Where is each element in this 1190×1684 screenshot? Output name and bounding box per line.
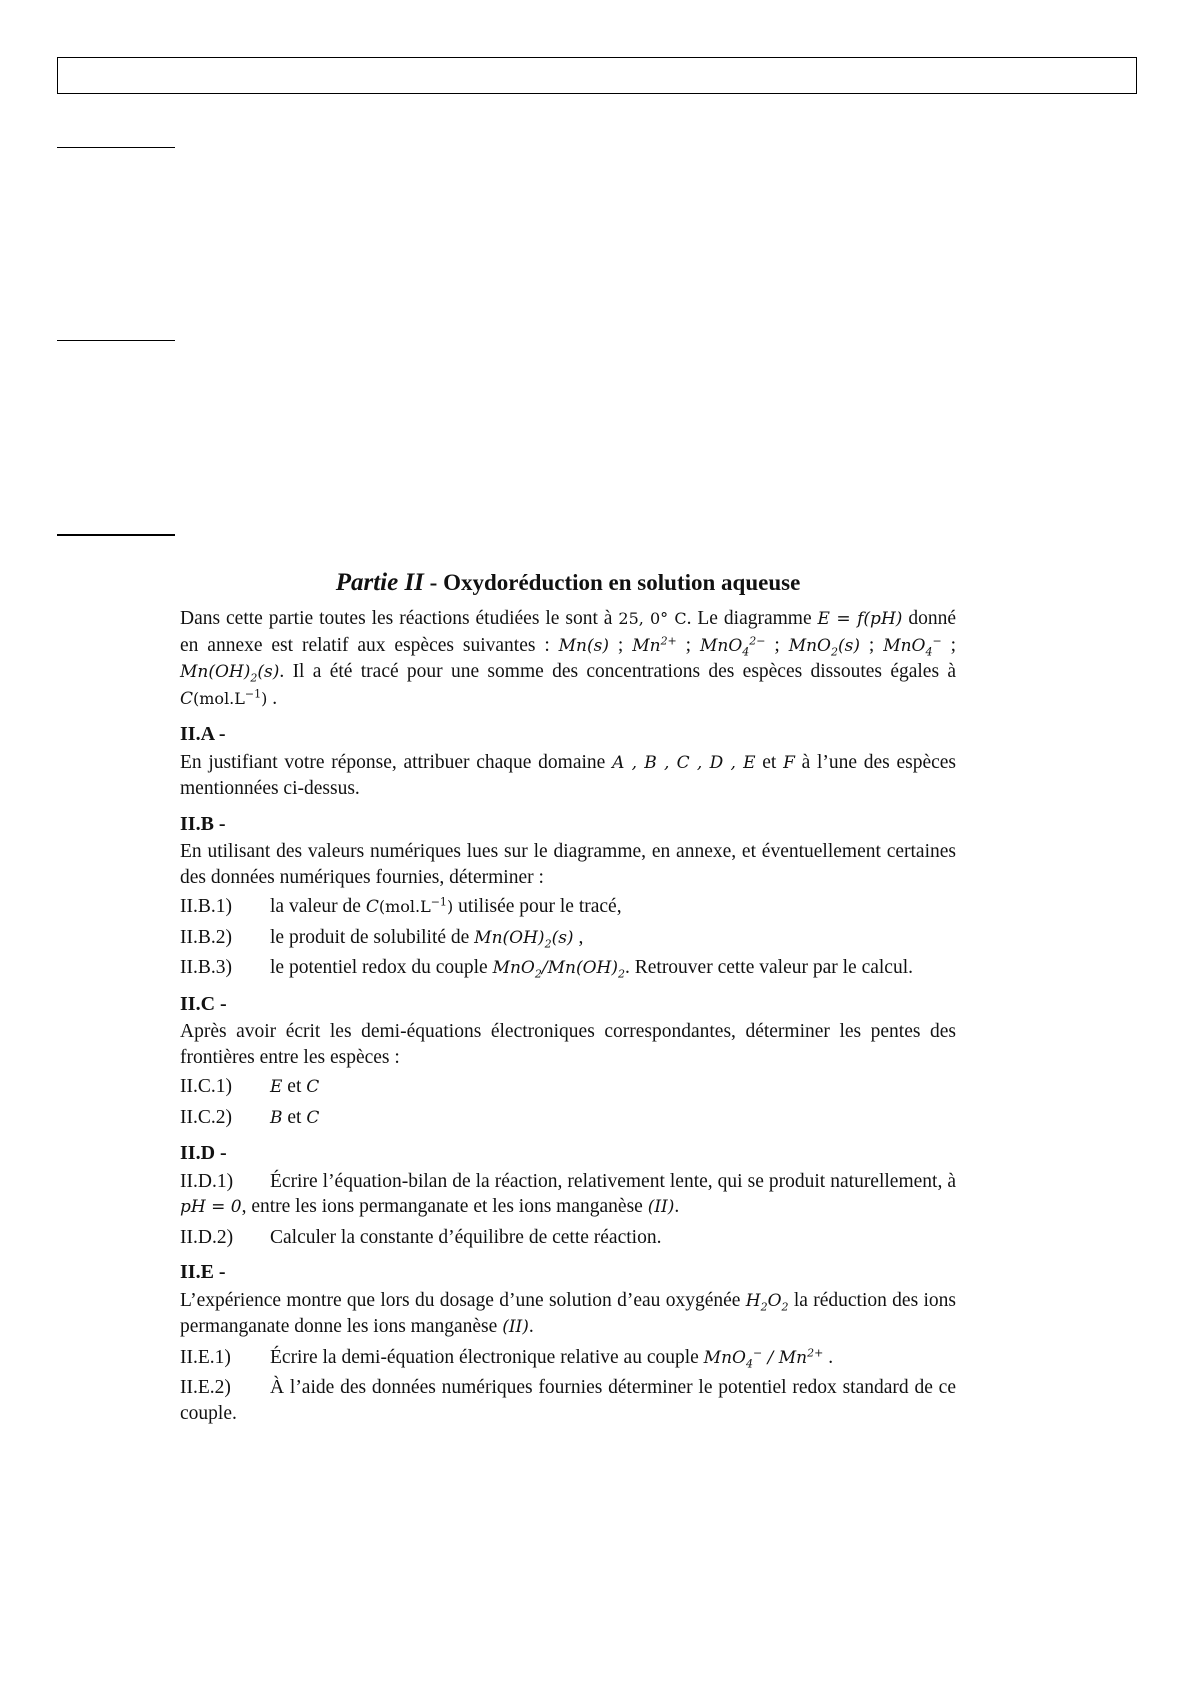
question-number: II.D.1) (180, 1170, 234, 1192)
part-separator: - (423, 570, 444, 595)
exponent: −1 (430, 895, 447, 909)
species: Mn(s) (558, 635, 609, 656)
unit (379, 897, 453, 916)
subscript: 2 (831, 644, 838, 658)
unit-close: ) (446, 897, 454, 916)
question-item (180, 894, 956, 921)
charge: 2− (749, 633, 766, 647)
unit-text: (mol.L (193, 688, 245, 708)
section-heading-d: II.D - (180, 1142, 227, 1164)
text: , (573, 926, 584, 948)
text: À l’aide des données numériques fournies déterminer le potentiel redox standard de ce couple. (180, 1377, 956, 1424)
temperature: 25, 0° C (618, 609, 687, 628)
domain-letter: C (306, 1077, 320, 1097)
slash: / (762, 1347, 779, 1368)
text: donné en annexe est relatif aux espèces suivantes : (180, 608, 956, 656)
separator: ; (765, 634, 789, 656)
question-number: II.C.2) (180, 1106, 232, 1128)
domain-letter: E (270, 1077, 283, 1097)
question-number: II.E.2) (180, 1377, 231, 1398)
question-item (180, 1105, 956, 1132)
text: . Il a été tracé pour une somme des concentrations des espèces dissoutes égales à (279, 661, 956, 682)
question-number: II.B.3) (180, 957, 232, 978)
domain-letter: C (306, 1107, 320, 1128)
math (474, 928, 573, 948)
text: à l’une des espèces mentionnées ci-dessus. (180, 751, 957, 799)
text: Écrire la demi-équation électronique relative au couple (270, 1346, 704, 1368)
question-number: II.E.1) (180, 1346, 231, 1368)
species (632, 633, 677, 656)
section-c-intro: Après avoir écrit les demi-équations électroniques correspondantes, déterminer les pentes des frontières entre les espèces : (180, 1021, 956, 1068)
math (492, 958, 625, 981)
unit-text: (mol.L (378, 897, 431, 916)
charge: − (752, 1345, 763, 1359)
species-base: Mn (632, 635, 661, 656)
text: . Retrouver cette valeur par le calcul. (624, 957, 913, 978)
exponent: −1 (244, 687, 262, 701)
question-item (180, 955, 956, 982)
question-item (180, 1074, 956, 1101)
charge: 2+ (660, 633, 677, 647)
text: Dans cette partie toutes les réactions étudiées le sont à (180, 608, 619, 629)
section-heading-a: II.A - (180, 723, 226, 745)
state: (s) (257, 662, 280, 682)
element: O (767, 1290, 782, 1311)
species-base: Mn(OH) (547, 958, 618, 978)
charge: − (932, 633, 942, 647)
separator: ; (609, 634, 633, 656)
domain-letters: A , B , C , D , E (612, 752, 756, 773)
text: Calculer la constante d’équilibre de cette réaction. (270, 1226, 662, 1248)
question-item (180, 1169, 956, 1221)
separator: ; (676, 634, 700, 656)
species (180, 662, 280, 685)
part-label: Partie II (335, 569, 424, 596)
text: . (674, 1196, 680, 1217)
math: C (365, 897, 379, 917)
text: . (528, 1316, 534, 1337)
margin-rule (57, 147, 175, 148)
subscript: 4 (745, 1356, 753, 1370)
species (883, 633, 942, 658)
question-number: II.D.2) (180, 1226, 234, 1248)
species (789, 636, 860, 656)
math (746, 1291, 789, 1311)
question-number: II.B.2) (180, 926, 232, 948)
subscript: 2 (250, 671, 258, 685)
margin-rule (57, 534, 175, 536)
subscript: 4 (925, 644, 933, 658)
text: , entre les ions permanganate et les ions manganèse (241, 1196, 648, 1217)
intro-paragraph (180, 606, 956, 712)
subscript: 4 (742, 644, 750, 658)
question-item (180, 925, 956, 952)
text: la réduction des ions permanganate donne les ions manganèse (180, 1289, 956, 1337)
unit-close: ) (261, 688, 268, 708)
document-body (180, 568, 956, 1426)
species (699, 633, 766, 658)
species-base: MnO (699, 635, 743, 656)
text: et (755, 751, 784, 773)
section-heading-e: II.E - (180, 1261, 226, 1283)
text: et (282, 1106, 307, 1128)
text: Écrire l’équation-bilan de la réaction, relativement lente, qui se produit naturellement, à (270, 1170, 956, 1192)
slash: / (541, 958, 548, 978)
charge: 2+ (807, 1345, 824, 1359)
question-number: II.B.1) (180, 896, 232, 917)
species-base: MnO (788, 635, 831, 656)
state: (s) (551, 927, 574, 948)
separator: ; (860, 634, 884, 656)
question-item (180, 1225, 956, 1251)
question-item (180, 1375, 956, 1426)
text: et (282, 1076, 307, 1097)
text: le potentiel redox du couple (270, 957, 493, 978)
subscript: 2 (617, 967, 625, 981)
text: . Le diagramme (686, 608, 818, 629)
text: utilisée pour le tracé, (453, 896, 622, 917)
domain-letter: B (270, 1107, 283, 1128)
text: . (823, 1346, 834, 1368)
subscript: 2 (760, 1299, 768, 1313)
text: . (267, 687, 278, 709)
oxidation-state: (II) (647, 1197, 675, 1217)
header-box (57, 57, 1137, 94)
section-heading-b: II.B - (180, 812, 226, 835)
species-base: MnO (883, 635, 926, 656)
species-base: MnO (703, 1347, 746, 1368)
species-base: Mn (778, 1347, 808, 1368)
concentration-symbol: C (180, 688, 194, 709)
section-a-text (180, 750, 956, 802)
part-subtitle: Oxydoréduction en solution aqueuse (443, 570, 801, 595)
species-base: Mn(OH) (180, 662, 251, 682)
subscript: 2 (534, 967, 542, 981)
oxidation-state: (II) (502, 1317, 529, 1337)
element: H (745, 1290, 761, 1311)
math (703, 1345, 824, 1370)
subscript: 2 (544, 936, 552, 950)
unit (193, 689, 267, 708)
subscript: 2 (781, 1299, 789, 1313)
text: En justifiant votre réponse, attribuer chaque domaine (180, 751, 613, 773)
equation: E = f(pH) (817, 609, 903, 629)
question-number: II.C.1) (180, 1076, 232, 1097)
species-base: MnO (492, 958, 535, 978)
section-e-intro (180, 1288, 956, 1341)
text: le produit de solubilité de (270, 926, 475, 948)
domain-letter: F (783, 752, 795, 773)
species-base: Mn(OH) (474, 927, 545, 948)
section-heading-c: II.C - (180, 992, 227, 1015)
math: pH = 0 (180, 1197, 242, 1217)
margin-rule (57, 340, 175, 341)
separator: ; (941, 634, 957, 656)
part-title (180, 568, 956, 598)
question-item (180, 1345, 956, 1372)
state: (s) (838, 635, 860, 656)
text: L’expérience montre que lors du dosage d’une solution d’eau oxygénée (180, 1289, 746, 1311)
text: la valeur de (270, 896, 366, 917)
section-b-intro: En utilisant des valeurs numériques lues sur le diagramme, en annexe, et éventuellement certaines des données numériques fournies, déterminer : (180, 841, 956, 888)
